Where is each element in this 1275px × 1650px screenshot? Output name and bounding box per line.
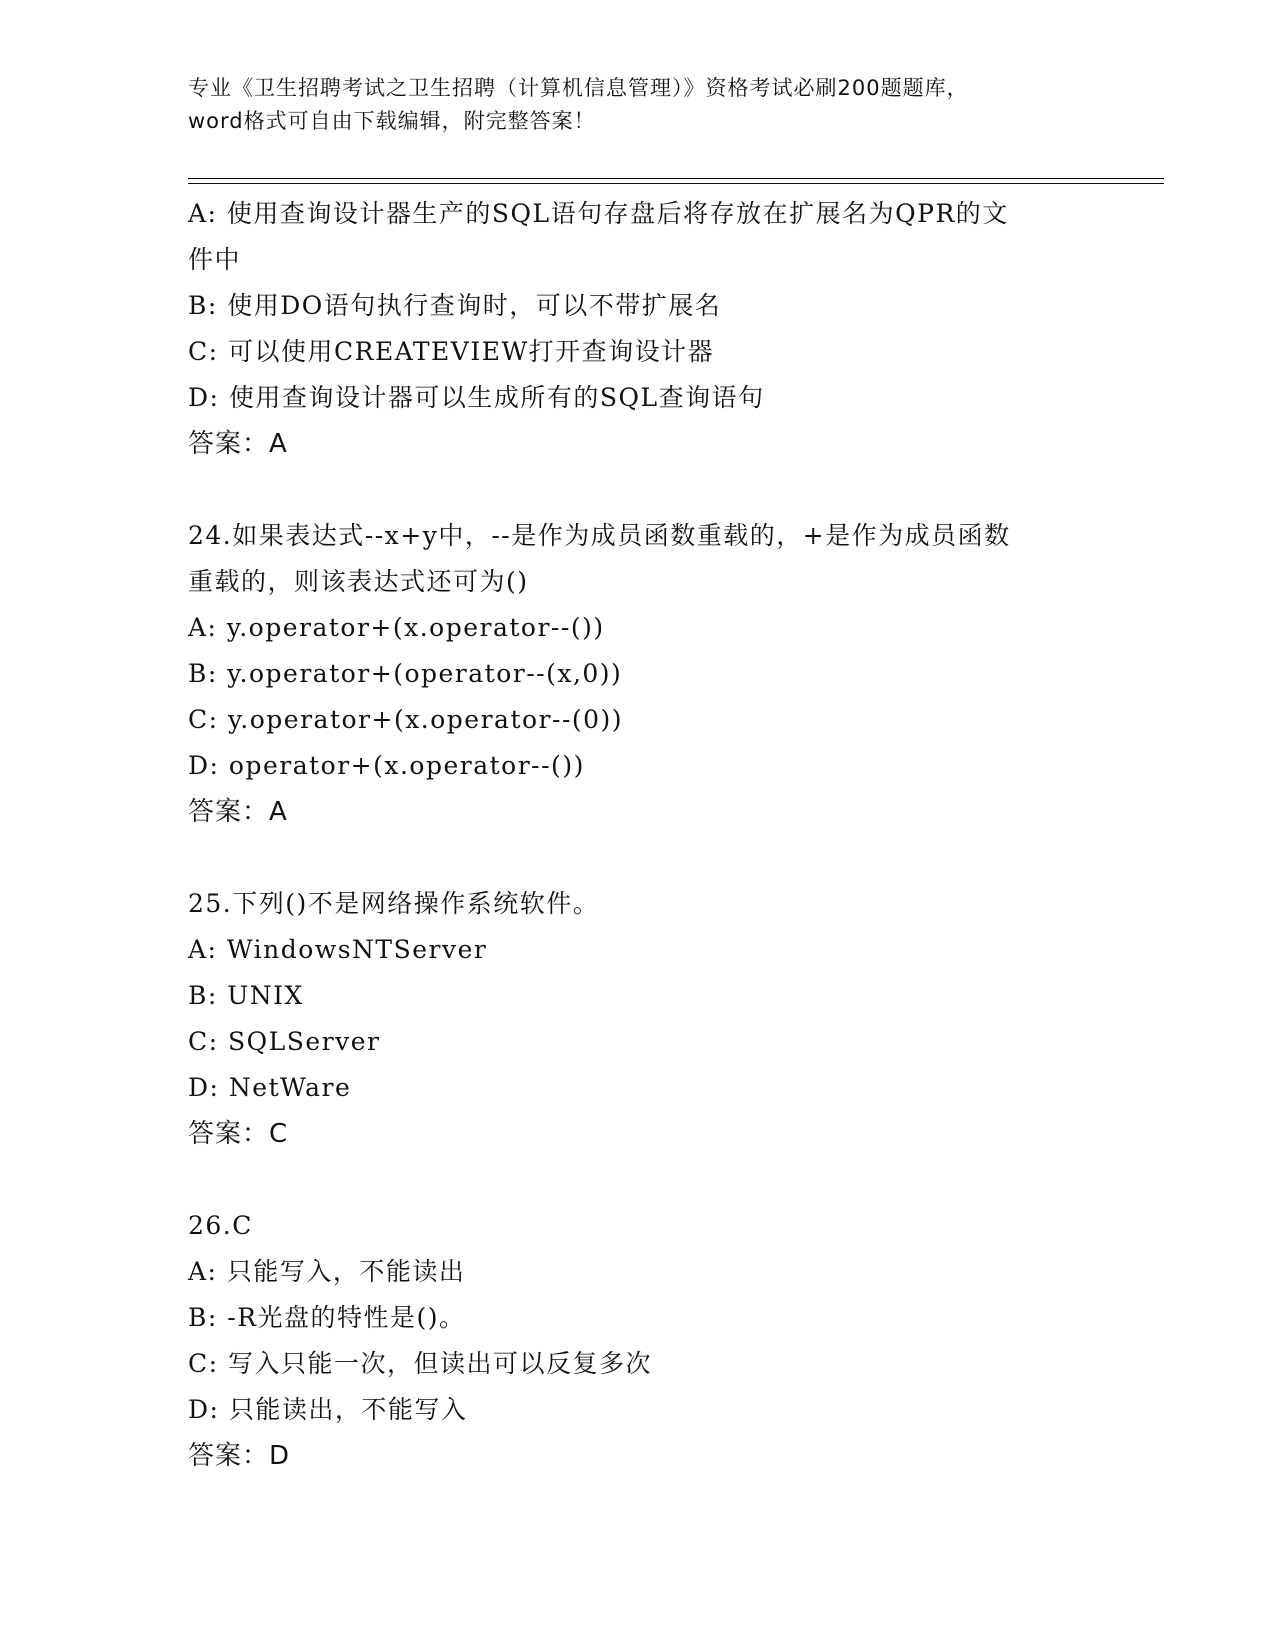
option-b: B: UNIX [188,981,304,1010]
answer-label: 答案：A [188,429,288,459]
option-c: C: 写入只能一次，但读出可以反复多次 [188,1349,652,1378]
question-list [188,191,1088,1479]
question-stem-line-1: 24.如果表达式--x+y中，--是作为成员函数重载的，+是作为成员函数 [188,521,1011,550]
option-c: C: 可以使用CREATEVIEW打开查询设计器 [188,337,715,366]
option-c: C: SQLServer [188,1027,381,1056]
option-b: B: -R光盘的特性是()。 [188,1303,466,1332]
option-a: A: y.operator+(x.operator--()) [188,613,605,642]
header-title-line-2: word格式可自由下载编辑，附完整答案！ [188,109,596,133]
option-d: D: operator+(x.operator--()) [188,751,585,780]
header-divider-top [188,178,1164,179]
option-d: D: NetWare [188,1073,352,1102]
question-stem-line-2: 重载的，则该表达式还可为() [188,567,529,596]
question-25 [188,881,1088,1157]
document-header [188,72,1088,138]
header-divider-bottom [188,183,1164,184]
question-stem: 26.C [188,1211,253,1240]
option-a-line-1: A: 使用查询设计器生产的SQL语句存盘后将存放在扩展名为QPR的文 [188,199,1009,228]
question-26 [188,1203,1088,1479]
option-c: C: y.operator+(x.operator--(0)) [188,705,624,734]
option-d: D: 只能读出，不能写入 [188,1395,468,1424]
question-23 [188,191,1088,467]
option-d: D: 使用查询设计器可以生成所有的SQL查询语句 [188,383,765,412]
answer-label: 答案：A [188,797,288,827]
question-stem: 25.下列()不是网络操作系统软件。 [188,889,600,918]
option-a: A: WindowsNTServer [188,935,488,964]
option-b: B: 使用DO语句执行查询时，可以不带扩展名 [188,291,722,320]
question-spacer [188,1157,1088,1203]
option-a: A: 只能写入，不能读出 [188,1257,466,1286]
answer-label: 答案：C [188,1119,289,1149]
question-spacer [188,467,1088,513]
option-a-line-2: 件中 [188,245,242,274]
option-b: B: y.operator+(operator--(x,0)) [188,659,623,688]
answer-label: 答案：D [188,1441,291,1471]
header-title-line-1: 专业《卫生招聘考试之卫生招聘（计算机信息管理）》资格考试必刷200题题库， [188,76,969,100]
question-24 [188,513,1088,835]
question-spacer [188,835,1088,881]
